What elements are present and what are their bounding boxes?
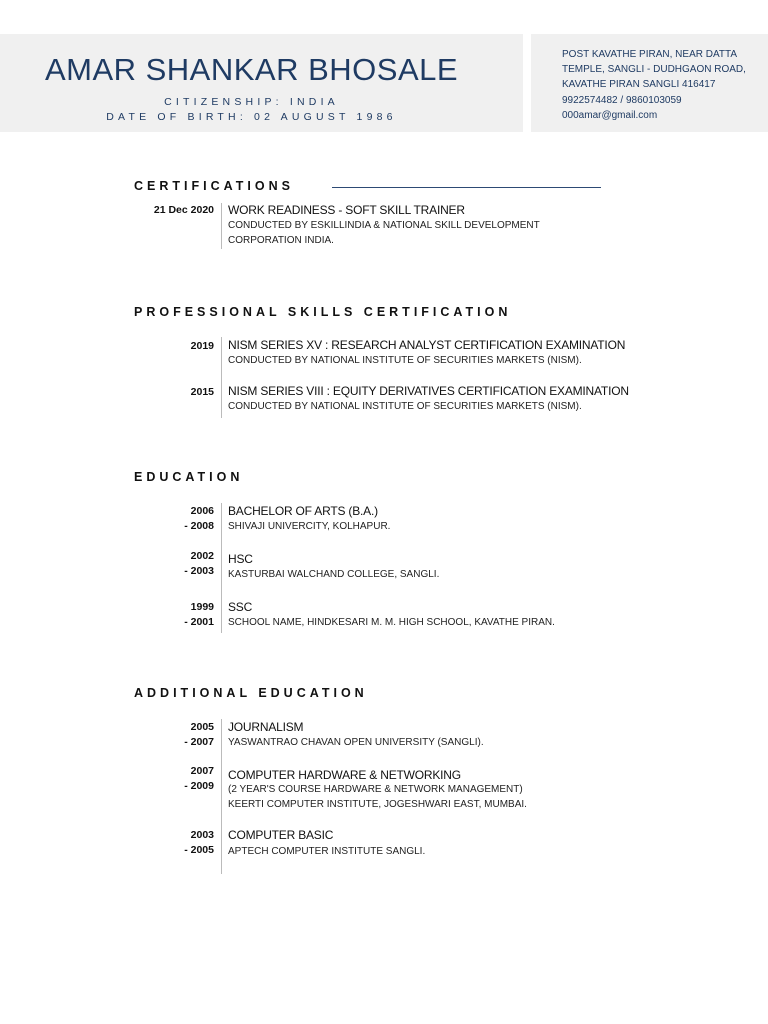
- entry-date-from: 2006: [190, 505, 214, 517]
- entry-detail: YASWANTRAO CHAVAN OPEN UNIVERSITY (SANGLI).: [228, 737, 484, 748]
- entry-detail: CORPORATION INDIA.: [228, 235, 334, 246]
- entry-detail: CONDUCTED BY NATIONAL INSTITUTE OF SECURITIES MARKETS (NISM).: [228, 355, 582, 366]
- entry-date: 2015: [190, 386, 214, 398]
- timeline-line: [221, 719, 222, 874]
- timeline-line: [221, 203, 222, 249]
- entry-date-to: - 2005: [184, 844, 214, 856]
- timeline-line: [221, 337, 222, 418]
- entry-date: 21 Dec 2020: [153, 204, 214, 216]
- entry-date-to: - 2009: [184, 780, 214, 792]
- entry-date-to: - 2003: [184, 565, 214, 577]
- entry-date-from: 2003: [190, 829, 214, 841]
- entry-date-from: 2002: [190, 550, 214, 562]
- candidate-name: AMAR SHANKAR BHOSALE: [44, 52, 459, 87]
- entry-title: NISM SERIES VIII : EQUITY DERIVATIVES CERTIFICATION EXAMINATION: [228, 384, 629, 398]
- entry-title: NISM SERIES XV : RESEARCH ANALYST CERTIFICATION EXAMINATION: [228, 338, 626, 352]
- entry-detail: APTECH COMPUTER INSTITUTE SANGLI.: [228, 846, 426, 857]
- section-title-certifications: CERTIFICATIONS: [134, 179, 294, 193]
- entry-detail: KASTURBAI WALCHAND COLLEGE, SANGLI.: [228, 569, 440, 580]
- entry-date-to: - 2007: [184, 736, 214, 748]
- entry-detail: SHIVAJI UNIVERCITY, KOLHAPUR.: [228, 521, 391, 532]
- entry-title: WORK READINESS - SOFT SKILL TRAINER: [228, 203, 465, 217]
- entry-title: COMPUTER BASIC: [228, 828, 334, 842]
- header-contact-panel: [531, 34, 768, 132]
- entry-detail: CONDUCTED BY ESKILLINDIA & NATIONAL SKILL DEVELOPMENT: [228, 220, 540, 231]
- entry-title: BACHELOR OF ARTS (B.A.): [228, 504, 378, 518]
- header-name-panel: [0, 34, 523, 132]
- email-address: 000amar@gmail.com: [562, 109, 658, 121]
- entry-date-from: 2007: [190, 765, 214, 777]
- section-title-education: EDUCATION: [134, 470, 244, 484]
- entry-detail: CONDUCTED BY NATIONAL INSTITUTE OF SECURITIES MARKETS (NISM).: [228, 401, 582, 412]
- entry-title: JOURNALISM: [228, 720, 304, 734]
- section-divider: [332, 187, 601, 188]
- section-title-additional-education: ADDITIONAL EDUCATION: [134, 686, 368, 700]
- entry-title: COMPUTER HARDWARE & NETWORKING: [228, 768, 461, 782]
- entry-date-to: - 2001: [184, 616, 214, 628]
- entry-date: 2019: [190, 340, 214, 352]
- timeline-line: [221, 503, 222, 633]
- phone-numbers: 9922574482 / 9860103059: [562, 94, 682, 106]
- address-line-1: POST KAVATHE PIRAN, NEAR DATTA: [562, 49, 738, 60]
- entry-date-from: 1999: [190, 601, 214, 613]
- date-of-birth: DATE OF BIRTH: 02 AUGUST 1986: [106, 111, 397, 123]
- entry-date-to: - 2008: [184, 520, 214, 532]
- citizenship: CITIZENSHIP: INDIA: [164, 96, 339, 108]
- entry-detail: (2 YEAR'S COURSE HARDWARE & NETWORK MANAGEMENT): [228, 784, 523, 795]
- entry-detail: SCHOOL NAME, HINDKESARI M. M. HIGH SCHOOL, KAVATHE PIRAN.: [228, 617, 555, 628]
- address-line-3: KAVATHE PIRAN SANGLI 416417: [562, 79, 716, 91]
- section-title-professional: PROFESSIONAL SKILLS CERTIFICATION: [134, 305, 512, 319]
- entry-title: HSC: [228, 552, 253, 566]
- address-line-2: TEMPLE, SANGLI - DUDHGAON ROAD,: [562, 64, 746, 76]
- entry-title: SSC: [228, 600, 253, 614]
- contact-block: [562, 47, 762, 123]
- entry-date-from: 2005: [190, 721, 214, 733]
- entry-detail: KEERTI COMPUTER INSTITUTE, JOGESHWARI EAST, MUMBAI.: [228, 799, 527, 810]
